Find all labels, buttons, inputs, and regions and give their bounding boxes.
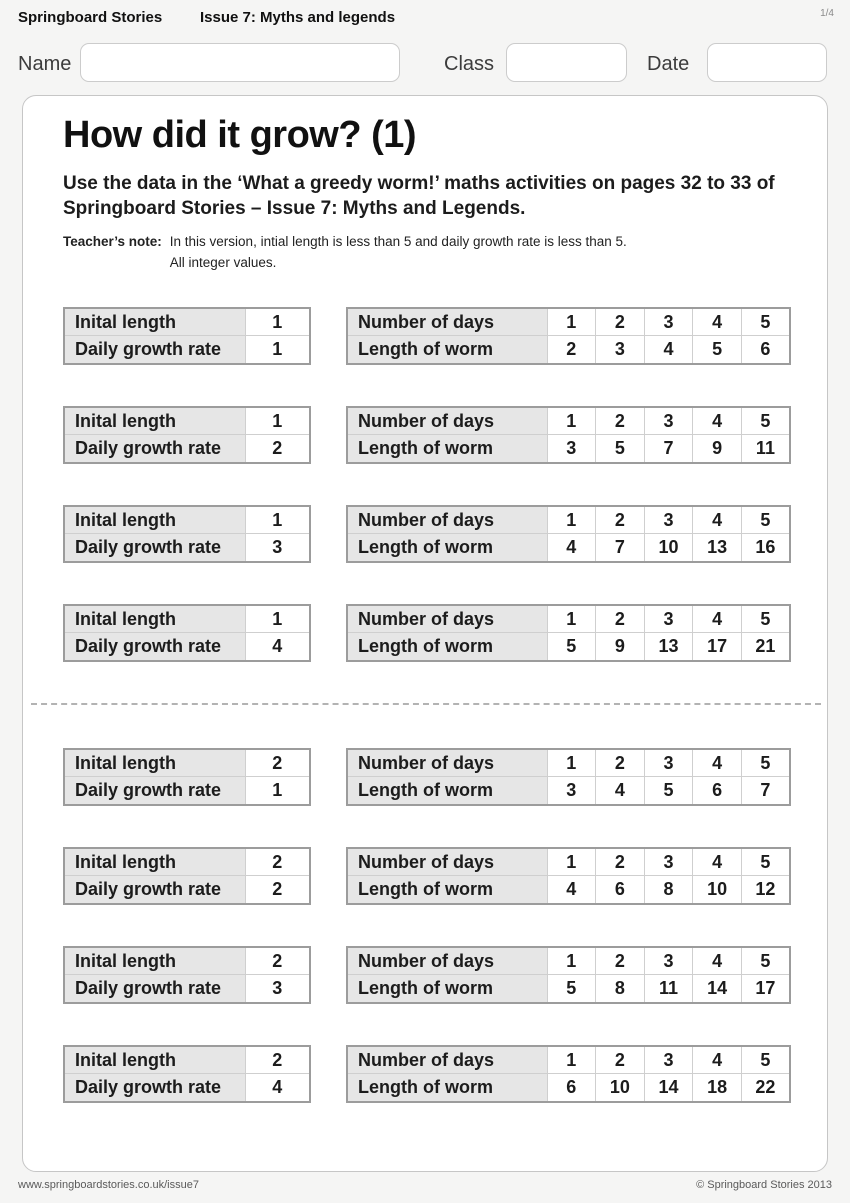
day-value: 1: [547, 749, 596, 777]
worm-growth-table: [346, 406, 791, 464]
length-value: 4: [547, 534, 596, 562]
table-row: [347, 407, 790, 435]
length-value: 16: [741, 534, 790, 562]
daily-growth-rate-value: 3: [245, 534, 310, 562]
initial-length-label: Inital length: [64, 605, 245, 633]
table-row: [64, 947, 310, 975]
daily-growth-rate-value: 2: [245, 435, 310, 463]
day-value: 5: [741, 947, 790, 975]
length-value: 14: [693, 975, 742, 1003]
day-value: 4: [693, 749, 742, 777]
length-value: 5: [596, 435, 645, 463]
length-value: 21: [741, 633, 790, 661]
worm-growth-table: [346, 307, 791, 365]
number-of-days-label: Number of days: [347, 605, 547, 633]
worksheet-panel: [22, 95, 828, 1172]
length-of-worm-label: Length of worm: [347, 435, 547, 463]
daily-growth-rate-label: Daily growth rate: [64, 534, 245, 562]
table-row: [347, 336, 790, 364]
length-of-worm-label: Length of worm: [347, 336, 547, 364]
day-value: 5: [741, 749, 790, 777]
length-value: 9: [596, 633, 645, 661]
initial-length-value: 2: [245, 848, 310, 876]
table-row: [64, 633, 310, 661]
length-value: 18: [693, 1074, 742, 1102]
day-value: 2: [596, 506, 645, 534]
initial-length-value: 1: [245, 605, 310, 633]
table-row: [347, 1074, 790, 1102]
worm-growth-table: [346, 748, 791, 806]
number-of-days-label: Number of days: [347, 947, 547, 975]
table-pair: [63, 748, 827, 806]
day-value: 5: [741, 308, 790, 336]
table-pair: [63, 1045, 827, 1103]
worm-settings-table: [63, 604, 311, 662]
tables-group-initial-length-2: [23, 748, 827, 1103]
day-value: 2: [596, 848, 645, 876]
day-value: 3: [644, 848, 693, 876]
table-row: [64, 1074, 310, 1102]
table-row: [347, 975, 790, 1003]
worm-settings-table: [63, 307, 311, 365]
day-value: 4: [693, 947, 742, 975]
worm-settings-table: [63, 847, 311, 905]
number-of-days-label: Number of days: [347, 308, 547, 336]
daily-growth-rate-value: 4: [245, 633, 310, 661]
day-value: 3: [644, 749, 693, 777]
table-row: [64, 534, 310, 562]
day-value: 4: [693, 1046, 742, 1074]
initial-length-label: Inital length: [64, 947, 245, 975]
daily-growth-rate-label: Daily growth rate: [64, 633, 245, 661]
length-value: 14: [644, 1074, 693, 1102]
length-value: 3: [596, 336, 645, 364]
day-value: 3: [644, 1046, 693, 1074]
length-value: 13: [644, 633, 693, 661]
initial-length-label: Inital length: [64, 407, 245, 435]
table-row: [347, 848, 790, 876]
day-value: 4: [693, 848, 742, 876]
length-value: 6: [596, 876, 645, 904]
teacher-note-line2: All integer values.: [169, 254, 277, 270]
length-of-worm-label: Length of worm: [347, 876, 547, 904]
daily-growth-rate-value: 3: [245, 975, 310, 1003]
worm-settings-table: [63, 406, 311, 464]
day-value: 3: [644, 605, 693, 633]
day-value: 1: [547, 947, 596, 975]
table-row: [347, 506, 790, 534]
daily-growth-rate-value: 1: [245, 777, 310, 805]
daily-growth-rate-value: 4: [245, 1074, 310, 1102]
worm-growth-table: [346, 505, 791, 563]
day-value: 5: [741, 1046, 790, 1074]
length-value: 5: [693, 336, 742, 364]
length-value: 10: [596, 1074, 645, 1102]
daily-growth-rate-value: 2: [245, 876, 310, 904]
length-value: 11: [741, 435, 790, 463]
table-row: [64, 749, 310, 777]
table-row: [347, 534, 790, 562]
name-input[interactable]: [80, 43, 400, 82]
day-value: 3: [644, 947, 693, 975]
section-divider: [31, 703, 821, 705]
teacher-note-body: [170, 232, 627, 274]
day-value: 3: [644, 308, 693, 336]
table-row: [347, 633, 790, 661]
table-row: [347, 308, 790, 336]
length-value: 13: [693, 534, 742, 562]
teacher-note-label: Teacher’s note:: [63, 233, 162, 249]
length-value: 7: [741, 777, 790, 805]
length-value: 6: [547, 1074, 596, 1102]
footer-url: www.springboardstories.co.uk/issue7: [18, 1179, 199, 1191]
number-of-days-label: Number of days: [347, 1046, 547, 1074]
table-pair: [63, 505, 827, 563]
footer-copyright: © Springboard Stories 2013: [696, 1179, 832, 1191]
length-value: 22: [741, 1074, 790, 1102]
brand-title: Springboard Stories: [18, 9, 163, 26]
worksheet-title: How did it grow? (1): [63, 114, 417, 156]
date-label: Date: [647, 53, 690, 75]
length-value: 8: [596, 975, 645, 1003]
table-row: [64, 975, 310, 1003]
table-row: [64, 308, 310, 336]
table-row: [64, 876, 310, 904]
length-of-worm-label: Length of worm: [347, 1074, 547, 1102]
day-value: 1: [547, 506, 596, 534]
day-value: 2: [596, 605, 645, 633]
initial-length-label: Inital length: [64, 749, 245, 777]
tables-group-initial-length-1: [23, 307, 827, 662]
day-value: 2: [596, 407, 645, 435]
day-value: 2: [596, 749, 645, 777]
initial-length-label: Inital length: [64, 1046, 245, 1074]
page-indicator: 1/4: [820, 8, 834, 19]
day-value: 4: [693, 308, 742, 336]
worm-settings-table: [63, 1045, 311, 1103]
length-of-worm-label: Length of worm: [347, 777, 547, 805]
daily-growth-rate-label: Daily growth rate: [64, 336, 245, 364]
length-value: 12: [741, 876, 790, 904]
day-value: 1: [547, 1046, 596, 1074]
table-pair: [63, 946, 827, 1004]
day-value: 1: [547, 605, 596, 633]
length-value: 8: [644, 876, 693, 904]
initial-length-value: 2: [245, 947, 310, 975]
table-row: [347, 749, 790, 777]
table-row: [64, 435, 310, 463]
day-value: 2: [596, 1046, 645, 1074]
length-value: 7: [596, 534, 645, 562]
worksheet-instructions: Use the data in the ‘What a greedy worm!’ maths activities on pages 32 to 33 of Springboard Stories – Issue 7: Myths and Legends.: [63, 172, 775, 220]
number-of-days-label: Number of days: [347, 749, 547, 777]
table-row: [64, 1046, 310, 1074]
worm-settings-table: [63, 748, 311, 806]
worm-growth-table: [346, 946, 791, 1004]
day-value: 4: [693, 605, 742, 633]
day-value: 5: [741, 506, 790, 534]
table-row: [347, 605, 790, 633]
initial-length-value: 2: [245, 1046, 310, 1074]
table-row: [64, 777, 310, 805]
table-row: [347, 947, 790, 975]
number-of-days-label: Number of days: [347, 506, 547, 534]
teacher-note: [63, 232, 827, 274]
day-value: 3: [644, 506, 693, 534]
table-row: [64, 506, 310, 534]
table-row: [347, 777, 790, 805]
day-value: 1: [547, 308, 596, 336]
teacher-note-line1: In this version, intial length is less than 5 and daily growth rate is less than 5.: [169, 233, 627, 249]
daily-growth-rate-label: Daily growth rate: [64, 876, 245, 904]
table-row: [347, 876, 790, 904]
length-value: 2: [547, 336, 596, 364]
worm-growth-table: [346, 847, 791, 905]
initial-length-value: 1: [245, 506, 310, 534]
initial-length-value: 1: [245, 407, 310, 435]
length-value: 3: [547, 435, 596, 463]
name-label: Name: [18, 53, 72, 75]
worm-growth-table: [346, 1045, 791, 1103]
length-value: 11: [644, 975, 693, 1003]
day-value: 5: [741, 605, 790, 633]
table-pair: [63, 604, 827, 662]
number-of-days-label: Number of days: [347, 407, 547, 435]
length-value: 10: [644, 534, 693, 562]
table-row: [347, 435, 790, 463]
worm-settings-table: [63, 505, 311, 563]
length-value: 7: [644, 435, 693, 463]
day-value: 4: [693, 506, 742, 534]
class-input[interactable]: [506, 43, 627, 82]
worm-growth-table: [346, 604, 791, 662]
table-row: [64, 336, 310, 364]
length-value: 5: [547, 633, 596, 661]
length-value: 17: [741, 975, 790, 1003]
initial-length-label: Inital length: [64, 506, 245, 534]
table-pair: [63, 847, 827, 905]
table-row: [64, 605, 310, 633]
table-pair: [63, 406, 827, 464]
length-value: 9: [693, 435, 742, 463]
day-value: 3: [644, 407, 693, 435]
length-value: 5: [547, 975, 596, 1003]
length-value: 3: [547, 777, 596, 805]
daily-growth-rate-value: 1: [245, 336, 310, 364]
length-value: 4: [644, 336, 693, 364]
initial-length-value: 2: [245, 749, 310, 777]
length-value: 4: [547, 876, 596, 904]
day-value: 2: [596, 308, 645, 336]
length-of-worm-label: Length of worm: [347, 975, 547, 1003]
day-value: 1: [547, 848, 596, 876]
daily-growth-rate-label: Daily growth rate: [64, 1074, 245, 1102]
issue-title: Issue 7: Myths and legends: [200, 9, 396, 26]
day-value: 1: [547, 407, 596, 435]
worm-settings-table: [63, 946, 311, 1004]
date-input[interactable]: [707, 43, 827, 82]
table-row: [64, 848, 310, 876]
day-value: 5: [741, 848, 790, 876]
length-value: 10: [693, 876, 742, 904]
daily-growth-rate-label: Daily growth rate: [64, 435, 245, 463]
initial-length-label: Inital length: [64, 848, 245, 876]
table-row: [64, 407, 310, 435]
day-value: 5: [741, 407, 790, 435]
length-value: 4: [596, 777, 645, 805]
table-row: [347, 1046, 790, 1074]
daily-growth-rate-label: Daily growth rate: [64, 975, 245, 1003]
length-value: 6: [693, 777, 742, 805]
length-of-worm-label: Length of worm: [347, 633, 547, 661]
number-of-days-label: Number of days: [347, 848, 547, 876]
page-header: [0, 0, 850, 95]
length-of-worm-label: Length of worm: [347, 534, 547, 562]
day-value: 2: [596, 947, 645, 975]
initial-length-value: 1: [245, 308, 310, 336]
class-label: Class: [444, 53, 495, 75]
day-value: 4: [693, 407, 742, 435]
length-value: 17: [693, 633, 742, 661]
length-value: 6: [741, 336, 790, 364]
daily-growth-rate-label: Daily growth rate: [64, 777, 245, 805]
length-value: 5: [644, 777, 693, 805]
table-pair: [63, 307, 827, 365]
initial-length-label: Inital length: [64, 308, 245, 336]
